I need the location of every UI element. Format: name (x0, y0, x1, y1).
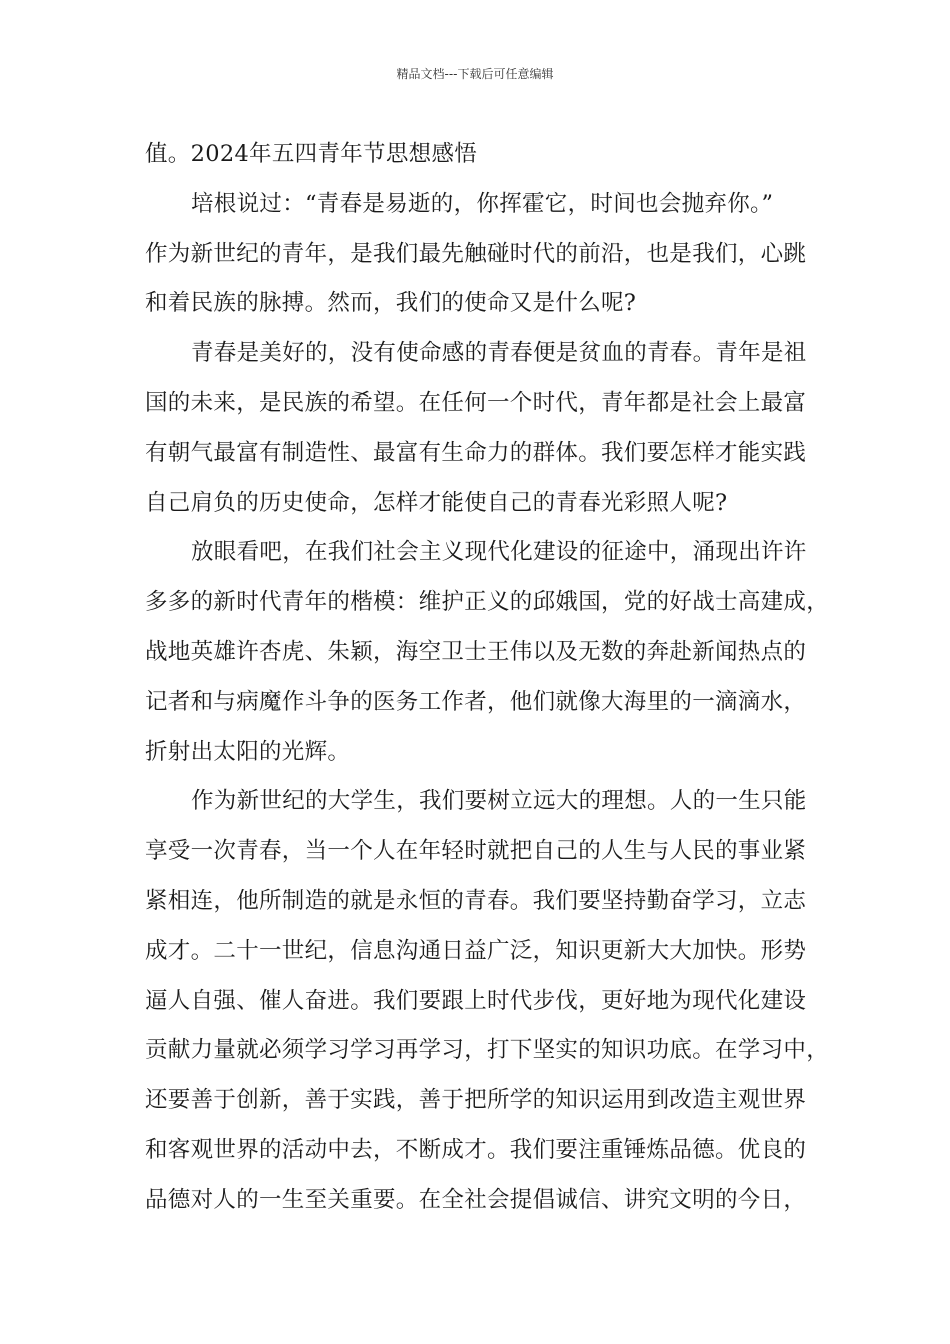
document-body (145, 130, 830, 1226)
text-line: 多多的新时代青年的楷模：维护正义的邱娥国，党的好战士高建成， (145, 589, 830, 616)
text-line: 作为新世纪的青年，是我们最先触碰时代的前沿，也是我们，心跳 (145, 240, 807, 267)
text-line: 放眼看吧，在我们社会主义现代化建设的征途中，涌现出许许 (191, 539, 807, 566)
text-line: 作为新世纪的大学生，我们要树立远大的理想。人的一生只能 (191, 788, 807, 815)
text-line: 折射出太阳的光辉。 (145, 738, 351, 765)
text-line: 国的未来，是民族的希望。在任何一个时代，青年都是社会上最富 (145, 389, 807, 416)
text-line: 和客观世界的活动中去，不断成才。我们要注重锤炼品德。优良的 (145, 1136, 807, 1163)
text-line: 记者和与病魔作斗争的医务工作者，他们就像大海里的一滴滴水， (145, 688, 807, 715)
text-line: 值。2024年五四青年节思想感悟 (145, 141, 478, 167)
text-line: 培根说过：“青春是易逝的，你挥霍它，时间也会抛弃你。” (191, 190, 774, 217)
page-header: 精品文档---下载后可任意编辑 (396, 67, 554, 81)
text-line: 品德对人的一生至关重要。在全社会提倡诚信、讲究文明的今日， (145, 1186, 807, 1213)
text-line: 享受一次青春，当一个人在年轻时就把自己的人生与人民的事业紧 (145, 838, 807, 865)
text-line: 青春是美好的，没有使命感的青春便是贫血的青春。青年是祖 (191, 340, 807, 367)
text-line: 紧相连，他所制造的就是永恒的青春。我们要坚持勤奋学习，立志 (145, 887, 807, 914)
text-line: 战地英雄许杏虎、朱颖，海空卫士王伟以及无数的奔赴新闻热点的 (145, 638, 807, 665)
text-line: 自己肩负的历史使命，怎样才能使自己的青春光彩照人呢? (145, 489, 728, 516)
text-line: 和着民族的脉搏。然而，我们的使命又是什么呢? (145, 290, 637, 317)
text-line: 有朝气最富有制造性、最富有生命力的群体。我们要怎样才能实践 (145, 439, 807, 466)
text-line: 贡献力量就必须学习学习再学习，打下坚实的知识功底。在学习中， (145, 1037, 830, 1064)
text-line: 成才。二十一世纪，信息沟通日益广泛，知识更新大大加快。形势 (145, 937, 807, 964)
text-line: 还要善于创新，善于实践，善于把所学的知识运用到改造主观世界 (145, 1087, 807, 1114)
text-line: 逼人自强、催人奋进。我们要跟上时代步伐，更好地为现代化建设 (145, 987, 807, 1014)
